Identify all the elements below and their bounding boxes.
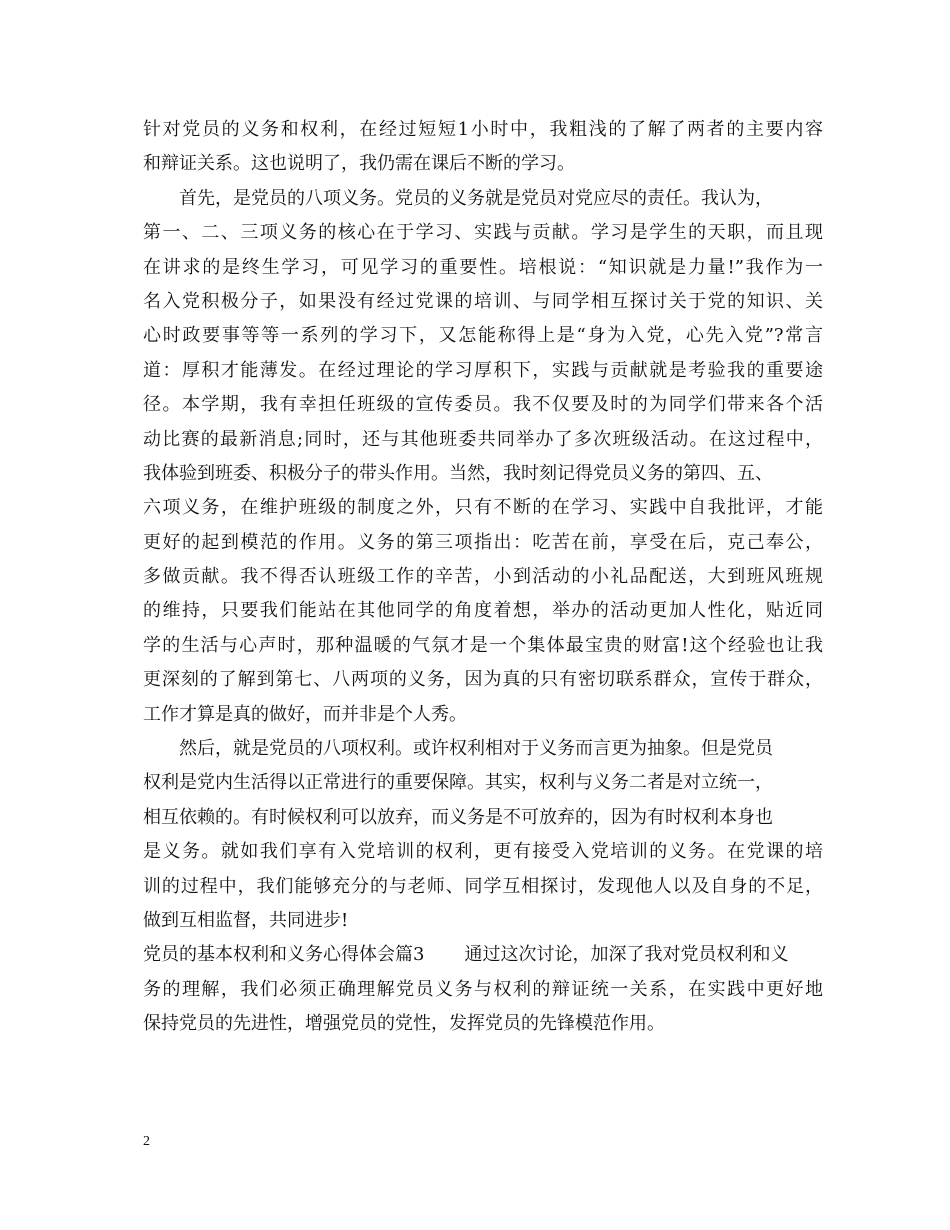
text-line: 和辩证关系。这也说明了，我仍需在课后不断的学习。 xyxy=(143,153,575,175)
text-line: 工作才算是真的做好，而并非是个人秀。 xyxy=(143,703,467,725)
text-line: 六项义务，在维护班级的制度之外，只有不断的在学习、实践中自我批评，才能 xyxy=(143,497,823,519)
text-line: 心时政要事等等一系列的学习下，又怎能称得上是“身为入党，心先入党”?常言 xyxy=(143,325,823,347)
text-line: 的维持，只要我们能站在其他同学的角度着想，举办的活动更加人性化，贴近同 xyxy=(143,600,823,622)
text-line: 首先，是党员的八项义务。党员的义务就是党员对党应尽的责任。我认为， xyxy=(179,187,773,209)
text-line: 名入党积极分子，如果没有经过党课的培训、与同学相互探讨关于党的知识、关 xyxy=(143,290,823,312)
text-line: 然后，就是党员的八项权利。或许权利相对于义务而言更为抽象。但是党员 xyxy=(179,738,773,760)
section-heading-line xyxy=(143,938,823,972)
text-line: 务的理解，我们必须正确理解党员义务与权利的辩证统一关系，在实践中更好地 xyxy=(143,978,823,1000)
text-line: 动比赛的最新消息;同时，还与其他班委共同举办了多次班级活动。在这过程中， xyxy=(143,428,823,450)
text-line: 相互依赖的。有时候权利可以放弃，而义务是不可放弃的，因为有时权利本身也 xyxy=(143,806,773,828)
section-3 xyxy=(143,938,823,1041)
text-line: 学的生活与心声时，那种温暖的气氛才是一个集体最宝贵的财富!这个经验也让我 xyxy=(143,634,823,656)
text-line: 径。本学期，我有幸担任班级的宣传委员。我不仅要及时的为同学们带来各个活 xyxy=(143,394,823,416)
paragraph-3 xyxy=(143,732,823,938)
text-line: 道：厚积才能薄发。在经过理论的学习厚积下，实践与贡献就是考验我的重要途 xyxy=(143,359,823,381)
section-heading: 党员的基本权利和义务心得体会篇3 xyxy=(143,944,425,966)
page-number: 2 xyxy=(143,1134,150,1149)
text-line: 权利是党内生活得以正常进行的重要保障。其实，权利与义务二者是对立统一， xyxy=(143,772,773,794)
text-line: 保持党员的先进性，增强党员的党性，发挥党员的先锋模范作用。 xyxy=(143,1013,665,1035)
text-line: 多做贡献。我不得否认班级工作的辛苦，小到活动的小礼品配送，大到班风班规 xyxy=(143,566,823,588)
text-line: 我体验到班委、积极分子的带头作用。当然，我时刻记得党员义务的第四、五、 xyxy=(143,462,773,484)
paragraph-1 xyxy=(143,113,823,182)
text-line: 第一、二、三项义务的核心在于学习、实践与贡献。学习是学生的天职，而且现 xyxy=(143,222,823,244)
section-first-line: 通过这次讨论，加深了我对党员权利和义 xyxy=(464,944,789,966)
paragraph-2 xyxy=(143,182,823,732)
document-body xyxy=(143,113,823,1042)
text-line: 更好的起到模范的作用。义务的第三项指出：吃苦在前，享受在后，克己奉公， xyxy=(143,531,823,553)
text-line: 做到互相监督，共同进步! xyxy=(143,909,349,931)
text-line: 更深刻的了解到第七、八两项的义务，因为真的只有密切联系群众，宣传于群众， xyxy=(143,669,823,691)
text-line: 在讲求的是终生学习，可见学习的重要性。培根说：“知识就是力量!”我作为一 xyxy=(143,256,823,278)
text-line: 是义务。就如我们享有入党培训的权利，更有接受入党培训的义务。在党课的培 xyxy=(143,841,823,863)
text-line: 针对党员的义务和权利，在经过短短1小时中，我粗浅的了解了两者的主要内容 xyxy=(143,119,823,140)
text-line: 训的过程中，我们能够充分的与老师、同学互相探讨，发现他人以及自身的不足， xyxy=(143,875,823,897)
